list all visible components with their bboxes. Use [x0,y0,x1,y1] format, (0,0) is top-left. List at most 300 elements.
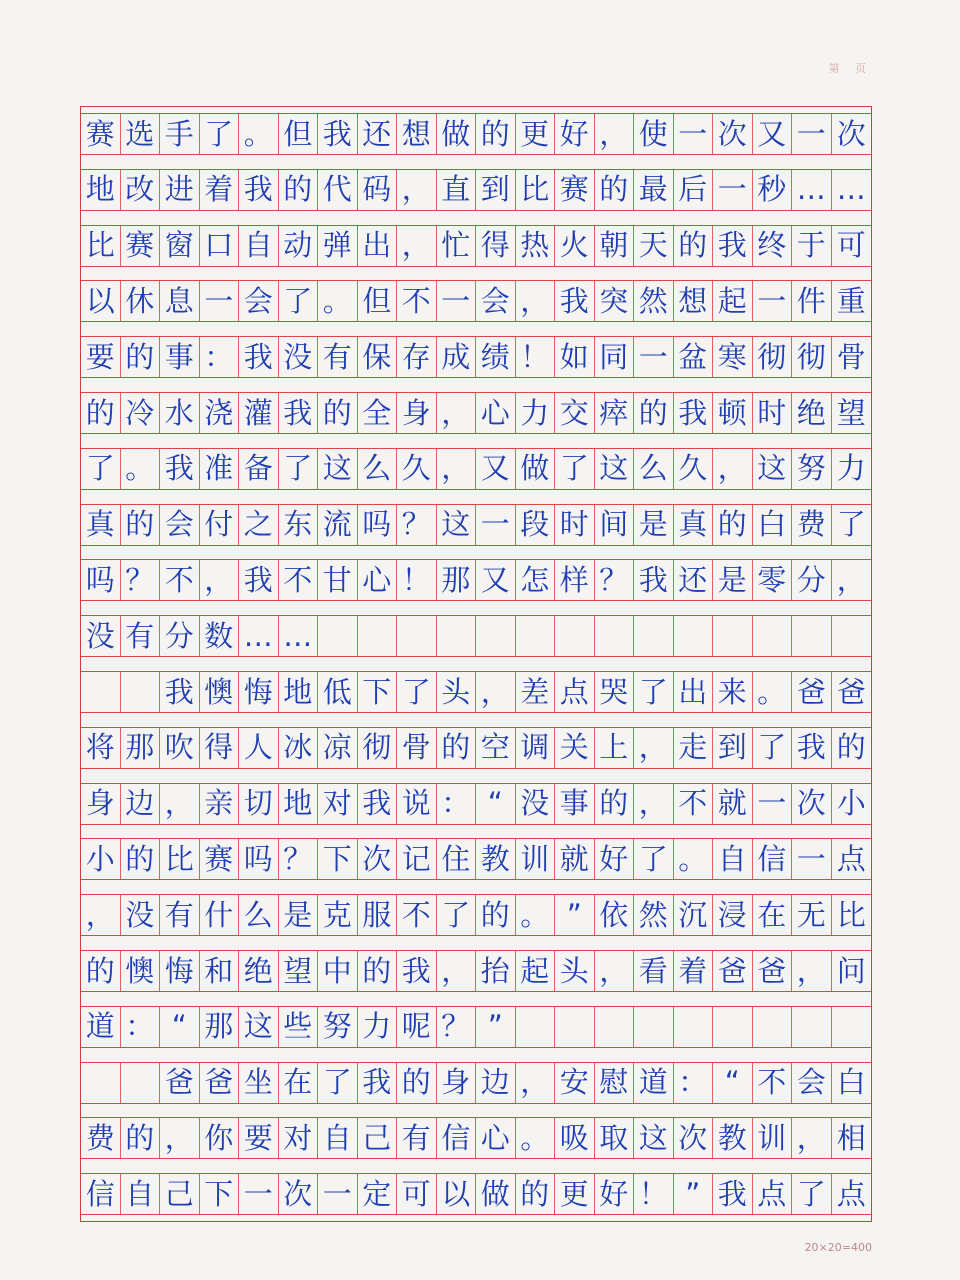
grid-row [81,280,871,322]
grid-cell: ， [437,951,477,991]
grid-row [81,671,871,713]
grid-cell: 绝 [239,951,279,991]
grid-cell: 道 [81,1007,121,1047]
grid-cell: 教 [476,839,516,879]
grid-cell: 问 [836,953,866,988]
grid-cell: ” [476,1007,516,1047]
grid-cell: 就 [555,839,595,879]
grid-cell: 小 [81,839,121,879]
grid-cell: 流 [318,505,358,545]
grid-cell: … [239,616,279,656]
grid-cell: 自 [239,226,279,266]
grid-cell [81,1063,121,1103]
grid-cell: 冰 [279,728,319,768]
grid-cell: 信 [81,1174,121,1214]
grid-cell: 火 [555,226,595,266]
grid-cell: ， [437,393,477,433]
grid-cell: 的 [674,226,714,266]
grid-cell: 低 [318,672,358,712]
grid-cell: 那 [121,728,161,768]
grid-cell: 灌 [239,393,279,433]
grid-cell: 不 [397,895,437,935]
grid-cell: 一 [318,1174,358,1214]
grid-cell: 起 [516,951,556,991]
grid-cell [476,616,516,656]
grid-cell [753,1007,793,1047]
grid-cell: 比 [836,897,866,932]
grid-cell: 。 [516,1118,556,1158]
grid-cell [121,1063,161,1103]
grid-cell: 然 [634,895,674,935]
grid-row [81,336,871,378]
grid-cell: 时 [753,393,793,433]
grid-cell: ， [160,784,200,824]
grid-cell: 小 [836,786,866,821]
grid-cell: 赛 [200,839,240,879]
grid-cell: 手 [160,114,200,154]
grid-cell: 热 [516,226,556,266]
grid-cell: 依 [595,895,635,935]
grid-cell: 的 [437,728,477,768]
grid-cell: 次 [358,839,398,879]
grid-cell: 住 [437,839,477,879]
grid-cell: 下 [358,672,398,712]
grid-cell: 事 [160,337,200,377]
grid-cell: 了 [634,839,674,879]
grid-cell: ？ [595,560,635,600]
grid-row [81,559,871,601]
grid-cell: … [279,616,319,656]
grid-cell: 自 [713,839,753,879]
grid-cell: 白 [836,1065,866,1100]
grid-cell: ！ [516,337,556,377]
grid-cell: 彻 [753,337,793,377]
grid-cell: ， [595,951,635,991]
grid-cell: 。 [516,895,556,935]
grid-cell: 代 [318,170,358,210]
page-number-mark: 第 页 [828,62,872,75]
grid-cell: 吗 [239,839,279,879]
grid-cell: 我 [634,560,674,600]
grid-cell: 下 [200,1174,240,1214]
grid-cell: 的 [836,730,866,765]
grid-cell: 终 [753,226,793,266]
grid-cell: 爸 [753,951,793,991]
grid-cell: 道 [634,1063,674,1103]
grid-cell: 我 [160,672,200,712]
grid-cell: 地 [81,170,121,210]
grid-cell [81,672,121,712]
grid-cell: 然 [634,281,674,321]
grid-cell: 努 [792,449,832,489]
grid-cell: 了 [792,1174,832,1214]
grid-cell: 更 [555,1174,595,1214]
grid-cell: 保 [358,337,398,377]
grid-cell: 力 [516,393,556,433]
grid-cell [753,616,793,656]
grid-cell: 但 [279,114,319,154]
grid-row [81,113,871,155]
grid-cell: 可 [397,1174,437,1214]
grid-cell: 一 [437,281,477,321]
grid-cell: 爸 [160,1063,200,1103]
grid-cell: 动 [279,226,319,266]
grid-cell: 直 [437,170,477,210]
grid-cell: 我 [555,281,595,321]
grid-cell: 取 [595,1118,635,1158]
grid-cell: 慰 [595,1063,635,1103]
grid-cell: 进 [160,170,200,210]
grid-cell [397,616,437,656]
grid-cell: 。 [318,281,358,321]
grid-cell: 沉 [674,895,714,935]
grid-cell: 心 [358,560,398,600]
grid-cell: 我 [674,393,714,433]
grid-cell: 着 [674,951,714,991]
grid-cell: 分 [792,560,832,600]
grid-cell [792,616,832,656]
grid-cell: 付 [200,505,240,545]
grid-cell: 一 [674,114,714,154]
grid-cell: 以 [81,281,121,321]
grid-cell: “ [476,784,516,824]
grid-cell: 努 [318,1007,358,1047]
grid-cell: 安 [555,1063,595,1103]
grid-cell: 比 [160,839,200,879]
grid-cell: 服 [358,895,398,935]
grid-cell: 件 [792,281,832,321]
grid-cell: 你 [200,1118,240,1158]
grid-cell: 样 [555,560,595,600]
grid-cell: ： [200,337,240,377]
grid-cell: 吸 [555,1118,595,1158]
grid-cell: 起 [713,281,753,321]
grid-cell: 一 [753,281,793,321]
grid-cell: 了 [81,449,121,489]
grid-cell: 说 [397,784,437,824]
grid-cell: 最 [634,170,674,210]
grid-cell [832,616,872,656]
grid-cell: 没 [516,784,556,824]
grid-cell: 不 [160,560,200,600]
grid-cell: 选 [121,114,161,154]
grid-cell: 赛 [81,114,121,154]
grid-cell: 望 [836,395,866,430]
grid-cell: 数 [200,616,240,656]
grid-cell [555,616,595,656]
grid-cell: 力 [836,451,866,486]
grid-cell: 要 [239,1118,279,1158]
grid-cell: 地 [279,672,319,712]
grid-cell: ， [81,895,121,935]
grid-cell [318,616,358,656]
grid-cell: 了 [318,1063,358,1103]
grid-cell: 己 [160,1174,200,1214]
grid-cell: 自 [318,1118,358,1158]
grid-cell: ， [437,449,477,489]
grid-cell [358,616,398,656]
grid-cell: 了 [634,672,674,712]
grid-cell: 真 [674,505,714,545]
grid-cell: 天 [634,226,674,266]
grid-row [81,448,871,490]
grid-cell: 我 [358,1063,398,1103]
grid-cell: 我 [792,728,832,768]
grid-cell: 盆 [674,337,714,377]
grid-cell: ！ [397,560,437,600]
grid-cell: 的 [634,393,674,433]
grid-cell: 我 [713,1174,753,1214]
grid-cell: 悔 [239,672,279,712]
grid-cell: ， [160,1118,200,1158]
grid-cell [634,616,674,656]
grid-cell: ， [595,114,635,154]
grid-cell: 做 [516,449,556,489]
grid-cell: 时 [555,505,595,545]
grid-cell: 会 [476,281,516,321]
grid-cell [713,616,753,656]
grid-cell: 好 [555,114,595,154]
grid-cell: ？ [121,560,161,600]
grid-cell: 会 [239,281,279,321]
grid-cell: 我 [160,449,200,489]
grid-cell: 有 [160,895,200,935]
grid-cell: 零 [753,560,793,600]
grid-cell: 在 [279,1063,319,1103]
grid-cell: 坐 [239,1063,279,1103]
grid-cell: ， [634,784,674,824]
grid-cell: 口 [200,226,240,266]
grid-cell: 边 [121,784,161,824]
grid-cell: 于 [792,226,832,266]
grid-cell: 吹 [160,728,200,768]
grid-cell: 比 [81,226,121,266]
grid-cell: 一 [476,505,516,545]
grid-cell: 准 [200,449,240,489]
grid-cell: 懊 [121,951,161,991]
grid-cell: 定 [358,1174,398,1214]
grid-cell: 要 [81,337,121,377]
grid-cell: 吗 [358,505,398,545]
grid-cell: 寒 [713,337,753,377]
grid-cell: 和 [200,951,240,991]
grid-cell [595,616,635,656]
grid-cell: 的 [516,1174,556,1214]
grid-cell: 的 [121,505,161,545]
grid-cell: 的 [476,114,516,154]
grid-cell: 有 [121,616,161,656]
grid-cell: 么 [358,449,398,489]
grid-row [81,783,871,825]
grid-cell: 成 [437,337,477,377]
grid-cell: “ [713,1063,753,1103]
grid-cell: 的 [595,784,635,824]
grid-cell: 爸 [713,951,753,991]
grid-cell: 又 [476,449,516,489]
grid-cell: ： [121,1007,161,1047]
grid-cell: 么 [239,895,279,935]
grid-cell: 后 [674,170,714,210]
grid-cell: 不 [397,281,437,321]
grid-cell: 还 [674,560,714,600]
grid-row [81,392,871,434]
grid-cell: 的 [358,951,398,991]
grid-cell: 训 [753,1118,793,1158]
grid-cell: 的 [121,839,161,879]
grid-cell: ， [397,170,437,210]
grid-row [81,615,871,657]
grid-cell: 的 [121,1118,161,1158]
grid-cell: 这 [753,449,793,489]
grid-cell: 力 [358,1007,398,1047]
grid-cell: 一 [634,337,674,377]
grid-cell: 事 [555,784,595,824]
grid-cell: 冷 [121,393,161,433]
grid-row [81,225,871,267]
grid-cell: 弹 [318,226,358,266]
grid-cell: 我 [239,337,279,377]
grid-cell: … [792,170,832,210]
grid-cell: 一 [200,281,240,321]
grid-cell: ， [516,281,556,321]
grid-cell: ？ [437,1007,477,1047]
grid-row [81,1173,871,1215]
grid-cell: 交 [555,393,595,433]
grid-cell: 次 [792,784,832,824]
grid-cell: 使 [634,114,674,154]
grid-cell: 看 [634,951,674,991]
grid-cell: 绝 [792,393,832,433]
grid-cell: 全 [358,393,398,433]
grid-cell: 头 [437,672,477,712]
grid-cell: 的 [318,393,358,433]
grid-cell: 赛 [555,170,595,210]
grid-row [81,838,871,880]
grid-cell: 自 [121,1174,161,1214]
grid-cell: 会 [160,505,200,545]
grid-cell: 久 [674,449,714,489]
grid-cell: 的 [279,170,319,210]
grid-cell: 了 [753,728,793,768]
grid-cell: 我 [358,784,398,824]
grid-cell: 骨 [397,728,437,768]
grid-cell: 克 [318,895,358,935]
grid-row [81,169,871,211]
grid-cell: 那 [200,1007,240,1047]
grid-cell: ， [516,1063,556,1103]
grid-row [81,1062,871,1104]
grid-cell: 爸 [836,674,866,709]
grid-cell: ， [792,951,832,991]
grid-cell: 改 [121,170,161,210]
grid-cell: 点 [555,672,595,712]
grid-cell: 想 [674,281,714,321]
grid-row [81,1117,871,1159]
grid-cell [792,1007,832,1047]
grid-cell: 心 [476,393,516,433]
grid-cell: 有 [318,337,358,377]
grid-cell: 次 [279,1174,319,1214]
grid-cell: 哭 [595,672,635,712]
grid-cell: 调 [516,728,556,768]
grid-cell: ？ [397,505,437,545]
grid-cell: 凉 [318,728,358,768]
grid-cell: 好 [595,839,635,879]
grid-cell: 懊 [200,672,240,712]
grid-cell: ， [634,728,674,768]
grid-cell: 着 [200,170,240,210]
grid-cell: 。 [239,114,279,154]
grid-cell: 了 [555,449,595,489]
grid-cell [832,1007,872,1047]
grid-cell: 身 [437,1063,477,1103]
grid-cell: 又 [476,560,516,600]
grid-cell: ， [836,562,866,597]
grid-cell: 秒 [753,170,793,210]
grid-cell: 些 [279,1007,319,1047]
grid-cell: 没 [81,616,121,656]
grid-cell: 头 [555,951,595,991]
grid-cell: 中 [318,951,358,991]
grid-cell: 什 [200,895,240,935]
grid-cell: 记 [397,839,437,879]
grid-row [81,950,871,992]
grid-cell: 浇 [200,393,240,433]
grid-cell: 骨 [836,339,866,374]
grid-cell: 的 [81,951,121,991]
grid-cell: 点 [836,1176,866,1211]
grid-cell: 有 [397,1118,437,1158]
grid-cell: 是 [634,505,674,545]
grid-cell: 这 [634,1118,674,1158]
grid-cell: 了 [279,449,319,489]
grid-cell [674,1007,714,1047]
grid-cell: ： [674,1063,714,1103]
grid-cell: 这 [595,449,635,489]
grid-cell: 我 [279,393,319,433]
grid-cell: 的 [397,1063,437,1103]
grid-cell: ， [792,1118,832,1158]
grid-cell: 彻 [358,728,398,768]
grid-cell: 存 [397,337,437,377]
grid-cell: 。 [753,672,793,712]
grid-cell: 在 [753,895,793,935]
grid-cell [121,672,161,712]
grid-cell: 久 [397,449,437,489]
grid-cell: ， [713,449,753,489]
grid-cell: 我 [713,226,753,266]
grid-cell: 得 [200,728,240,768]
grid-cell: 甘 [318,560,358,600]
grid-cell: 差 [516,672,556,712]
grid-row [81,727,871,769]
grid-cell: 是 [713,560,753,600]
grid-cell: 水 [160,393,200,433]
grid-cell: 忙 [437,226,477,266]
grid-cell: 备 [239,449,279,489]
grid-cell: 边 [476,1063,516,1103]
grid-cell: 不 [753,1063,793,1103]
grid-cell: 相 [836,1120,866,1155]
grid-cell: 。 [121,449,161,489]
grid-cell: 想 [397,114,437,154]
grid-cell: 望 [279,951,319,991]
grid-cell: 好 [595,1174,635,1214]
grid-cell: 对 [279,1118,319,1158]
grid-cell: 突 [595,281,635,321]
grid-cell: 怎 [516,560,556,600]
grid-cell: 到 [713,728,753,768]
